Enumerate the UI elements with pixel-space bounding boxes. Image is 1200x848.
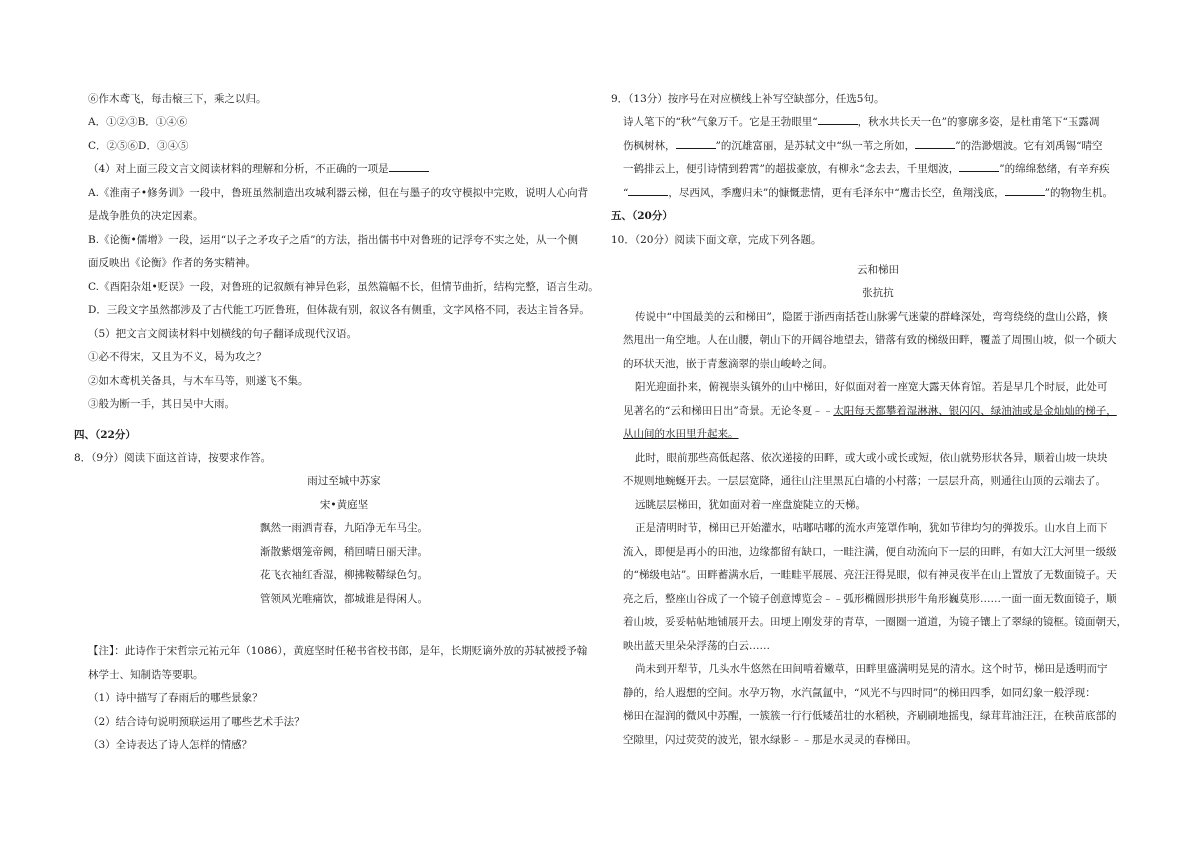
para-3: 此时，眼前那些高低起落、依次递接的田畔，或大或小或长或短，依山就势形状各异，顺着山坡一块块 <box>635 452 1108 464</box>
para-2-cont: 见著名的“云和梯田日出”奇景。无论冬夏﹣﹣太阳每天都攀着湿淋淋、银闪闪、绿油油或是金灿灿的梯子， <box>623 405 1117 417</box>
para-2: 阳光迎面扑来，俯视崇头镇外的山中梯田，好似面对着一座宽大露天体育馆。若是早几个时辰，此处可 <box>635 381 1108 393</box>
para-5: 正是清明时节，梯田已开始灌水，咕嘟咕嘟的流水声笼罩作响，犹如节律均匀的弹拨乐。山水自上而下 <box>635 522 1108 534</box>
q4-option-b-cont: 面反映出《论衡》作者的务实精神。 <box>88 257 256 269</box>
answer-blank <box>676 138 716 149</box>
poem-line-2: 渐散紫烟笼帝阙，稍回晴日丽天津。 <box>260 546 428 558</box>
section-4-heading: 四、（22分） <box>74 429 136 441</box>
para-2-underlined: 从山间的水田里升起来。 <box>623 428 739 440</box>
article-title: 云和梯田 <box>857 264 899 276</box>
para-7-cont: 空隙里，闪过荧荧的波光，银水绿影﹣﹣那是水灵灵的春梯田。 <box>623 734 917 746</box>
poem-line-1: 飘然一雨洒青春，九陌净无车马尘。 <box>260 522 428 534</box>
q9-line-4: “ ，尽西风，季鹰归未”的慷慨悲情，更有毛泽东中“鹰击长空，鱼翔浅底， ”的物物生机。 <box>623 187 1113 199</box>
translate-2: ②如木鸢机关备具，与木车马等，则遂飞不集。 <box>88 375 309 387</box>
answer-blank <box>959 161 999 172</box>
q4-option-d: D．三段文字虽然都涉及了古代能工巧匠鲁班，但体裁有别，叙议各有侧重，文字风格不同，表达主旨各异。 <box>88 304 590 316</box>
poem-line-3: 花飞衣袖红香湿，柳拂鞍鞯绿色匀。 <box>260 569 428 581</box>
article-author: 张抗抗 <box>862 287 894 299</box>
choice-ab: A．①②③B．①④⑥ <box>88 116 188 128</box>
q4-option-b: B.《论衡•儒增》一段，运用“以子之矛攻子之盾”的方法，指出儒书中对鲁班的记浮夸不实之处，从一个侧 <box>88 234 578 246</box>
para-1: 传说中“中国最美的云和梯田”，隐匿于浙西南括苍山脉雾气迷蒙的群峰深处，弯弯绕绕的盘山公路，倏 <box>635 311 1108 323</box>
section-5-heading: 五、（20分） <box>611 210 673 222</box>
question-8-1: （1）诗中描写了春雨后的哪些景象？ <box>88 692 263 704</box>
q9-line-1: 诗人笔下的“秋”气象万千。它是王勃眼里“ ，秋水共长天一色”的寥廓多姿，是杜甫笔下“玉露凋 <box>623 116 1100 128</box>
answer-blank <box>915 138 955 149</box>
para-1-cont: 的环状天池，嵌于青葱滴翠的崇山峻岭之间。 <box>623 358 833 370</box>
answer-blank <box>628 185 668 196</box>
para-7: 梯田在湿润的微风中苏醒，一簇簇一行行低矮茁壮的水稻秧，齐刷刷地摇曳，绿茸茸油汪汪，在秧苗底部的 <box>623 710 1117 722</box>
answer-blank <box>389 161 429 172</box>
answer-blank <box>1005 185 1045 196</box>
para-5-cont: 亮之后，整座山谷成了一个镜子创意博览会﹣﹣弧形椭圆形拱形牛角形巍莫形……一面一面无数面镜子，顺 <box>623 593 1117 605</box>
poem-author: 宋•黄庭坚 <box>319 499 369 511</box>
para-3-cont: 不规则地蜿蜒开去。一层层宽降，通往山注里黑瓦白墙的小村落；一层层升高，则通往山顶的云端去了。 <box>623 475 1106 487</box>
poem-line-4: 管领风光唯痛饮，都城谁是得闲人。 <box>260 593 428 605</box>
underlined-sentence: 太阳每天都攀着湿淋淋、银闪闪、绿油油或是金灿灿的梯子， <box>833 405 1117 417</box>
question-4: （4）对上面三段文言文阅读材料的理解和分析，不正确的一项是 <box>88 158 429 181</box>
answer-blank <box>818 114 858 125</box>
question-8-2: （2）结合诗句说明预联运用了哪些艺术手法？ <box>88 716 305 728</box>
poem-title: 雨过至城中苏家 <box>307 475 381 487</box>
para-1-cont: 然甩出一角空地。人在山腰，朝山下的开阔谷地望去，错落有致的梯级田畔，覆盖了周围山坡，似一个硕大 <box>623 334 1117 346</box>
poem-note: 【注】：此诗作于宋哲宗元祐元年（1086），黄庭坚时任秘书省校书郎，是年，长期贬谪外放的苏轼被授予翰 <box>88 645 588 657</box>
translate-3: ③般为断一手，其日吴中大雨。 <box>88 398 235 410</box>
option-line-6: ⑥作木鸢飞，每击榱三下，乘之以归。 <box>88 93 267 105</box>
para-5-cont: 的“梯级电站”。田畔蓄满水后，一畦畦平展展、亮汪汪得晃眼，似有神灵夜半在山上置放了无数面镜子。天 <box>623 569 1117 581</box>
para-6-cont: 静的，给人遐想的空间。水孕万物，水汽氤氲中，“风光不与四时同”的梯田四季，如同幻象一般浮现： <box>623 687 1096 699</box>
q4-option-a: A.《淮南子•修务训》一段中，鲁班虽然制造出攻城利器云梯，但在与墨子的攻守模拟中完败，说明人心向背 <box>88 187 589 199</box>
question-5: （5）把文言文阅读材料中划横线的句子翻译成现代汉语。 <box>88 328 358 340</box>
para-6: 尚未到开犁节，几头水牛悠然在田间啃着嫩草，田畔里盛满明晃晃的清水。这个时节，梯田是透明而宁 <box>635 663 1108 675</box>
question-8-3: （3）全诗表达了诗人怎样的情感？ <box>88 739 253 751</box>
question-8: 8．（9分）阅读下面这首诗，按要求作答。 <box>74 452 272 464</box>
para-5-cont: 着山坡，妥妥帖帖地铺展开去。田埂上刚发芽的青草，一圈圈一道道，为镜子镶上了翠绿的镜框。镜面朝天， <box>623 616 1127 628</box>
poem-note-cont: 林学士、知制诰等要职。 <box>88 669 204 681</box>
para-5-cont: 映出蓝天里朵朵浮荡的白云…… <box>623 640 770 652</box>
q9-line-2: 伤枫树林， ”的沉雄富丽，是苏轼文中“纵一苇之所如， ”的浩渺烟波。它有刘禹锡“晴空 <box>623 140 1103 152</box>
question-9: 9．（13分）按序号在对应横线上补写空缺部分，任选5句。 <box>611 93 885 105</box>
question-10: 10．（20分）阅读下面文章，完成下列各题。 <box>611 234 822 246</box>
translate-1: ①必不得宋，又且为不义，曷为攻之？ <box>88 351 267 363</box>
q9-line-3: 一鹤排云上，便引诗情到碧霄”的超拔豪放，有柳永“念去去，千里烟波， ”的绵绵愁绪，有辛弃疾 <box>623 163 1110 175</box>
q4-option-c: C.《酉阳杂俎•贬误》一段，对鲁班的记叙颇有神异色彩，虽然篇幅不长，但情节曲折，结构完整，语言生动。 <box>88 281 599 293</box>
para-5-cont: 流入，即便是再小的田池，边缘都留有缺口，一畦注满，便自动流向下一层的田畔，有如大江大河里一级级 <box>623 546 1117 558</box>
choice-cd: C．②⑤⑥D．③④⑤ <box>88 140 189 152</box>
q4-option-a-cont: 是战争胜负的决定因素。 <box>88 210 204 222</box>
para-4: 远眺层层梯田，犹如面对着一座盘旋陡立的天梯。 <box>635 499 866 511</box>
